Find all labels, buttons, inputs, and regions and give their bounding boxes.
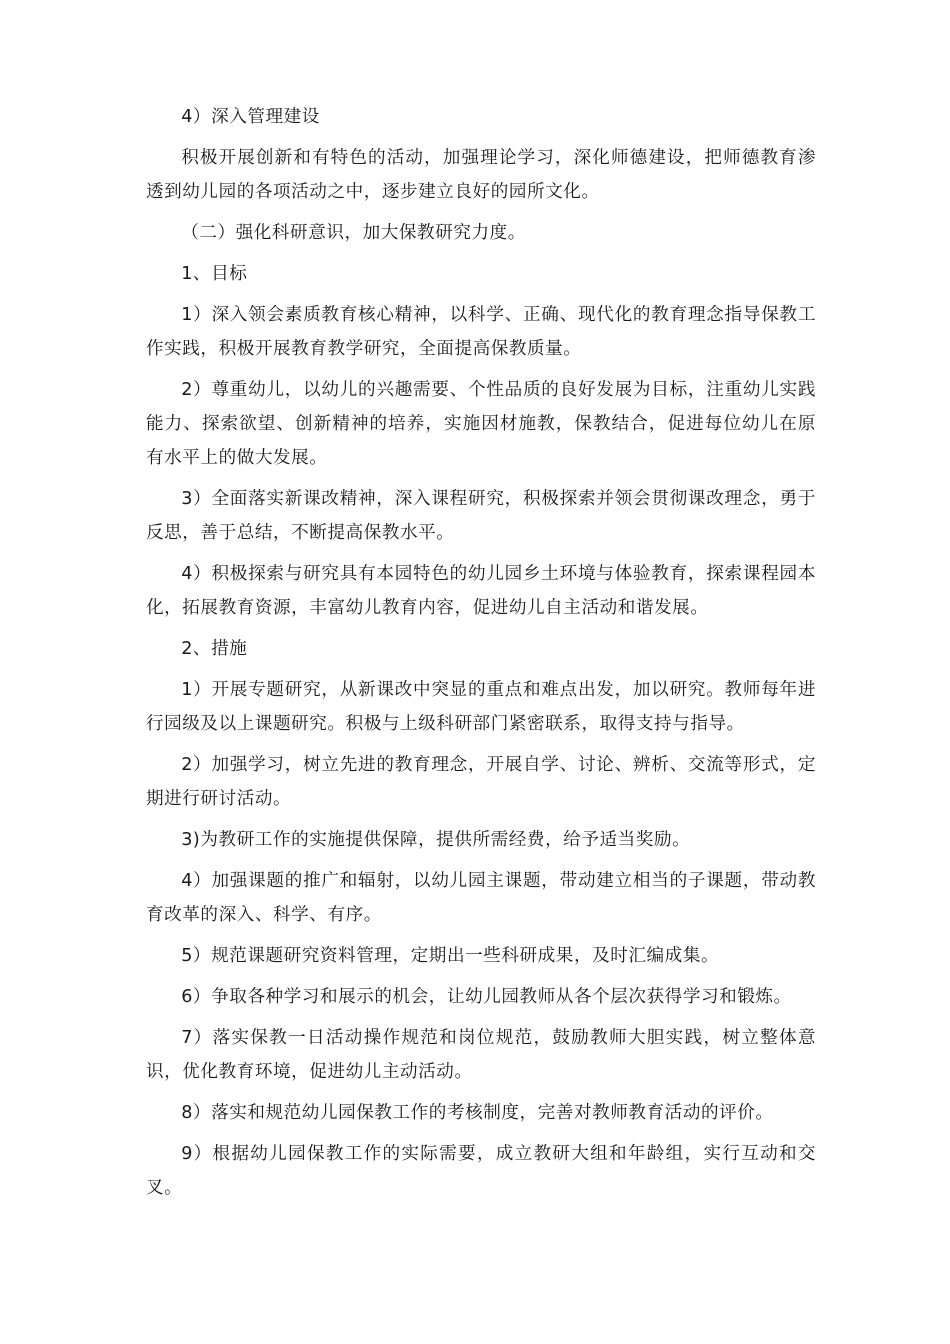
- heading-goals: 1、目标: [181, 264, 248, 284]
- goal-item-3: 3）全面落实新课改精神，深入课程研究，积极探索并领会贯彻课改理念，勇于反思，善于总结，不断提高保教水平。: [146, 489, 816, 543]
- measure-item-8: 8）落实和规范幼儿园保教工作的考核制度，完善对教师教育活动的评价。: [181, 1103, 774, 1123]
- section-heading-research: （二）强化科研意识，加大保教研究力度。: [181, 223, 526, 243]
- heading-measures: 2、措施: [181, 639, 248, 659]
- goal-item-4: 4）积极探索与研究具有本园特色的幼儿园乡土环境与体验教育，探索课程园本化，拓展教育资源，丰富幼儿教育内容，促进幼儿自主活动和谐发展。: [146, 564, 816, 618]
- measure-item-3: 3)为教研工作的实施提供保障，提供所需经费，给予适当奖励。: [181, 830, 691, 850]
- measure-item-2: 2）加强学习，树立先进的教育理念，开展自学、讨论、辨析、交流等形式，定期进行研讨活动。: [146, 755, 816, 809]
- subsection-heading-management: 4）深入管理建设: [181, 107, 320, 127]
- measure-item-9: 9）根据幼儿园保教工作的实际需要，成立教研大组和年龄组，实行互动和交叉。: [146, 1144, 816, 1198]
- measure-item-6: 6）争取各种学习和展示的机会，让幼儿园教师从各个层次获得学习和锻炼。: [181, 987, 792, 1007]
- goal-item-1: 1）深入领会素质教育核心精神，以科学、正确、现代化的教育理念指导保教工作实践，积极开展教育教学研究，全面提高保教质量。: [146, 305, 816, 359]
- measure-item-1: 1）开展专题研究，从新课改中突显的重点和难点出发，加以研究。教师每年进行园级及以上课题研究。积极与上级科研部门紧密联系，取得支持与指导。: [146, 680, 816, 734]
- document-body: [146, 100, 816, 1212]
- measure-item-4: 4）加强课题的推广和辐射，以幼儿园主课题，带动建立相当的子课题，带动教育改革的深入、科学、有序。: [146, 871, 816, 925]
- goal-item-2: 2）尊重幼儿，以幼儿的兴趣需要、个性品质的良好发展为目标，注重幼儿实践能力、探索欲望、创新精神的培养，实施因材施教，保教结合，促进每位幼儿在原有水平上的做大发展。: [146, 380, 816, 468]
- paragraph-ethics-culture: 积极开展创新和有特色的活动，加强理论学习，深化师德建设，把师德教育渗透到幼儿园的各项活动之中，逐步建立良好的园所文化。: [146, 148, 816, 202]
- measure-item-5: 5）规范课题研究资料管理，定期出一些科研成果，及时汇编成集。: [181, 946, 720, 966]
- measure-item-7: 7）落实保教一日活动操作规范和岗位规范，鼓励教师大胆实践，树立整体意识，优化教育环境，促进幼儿主动活动。: [146, 1028, 816, 1082]
